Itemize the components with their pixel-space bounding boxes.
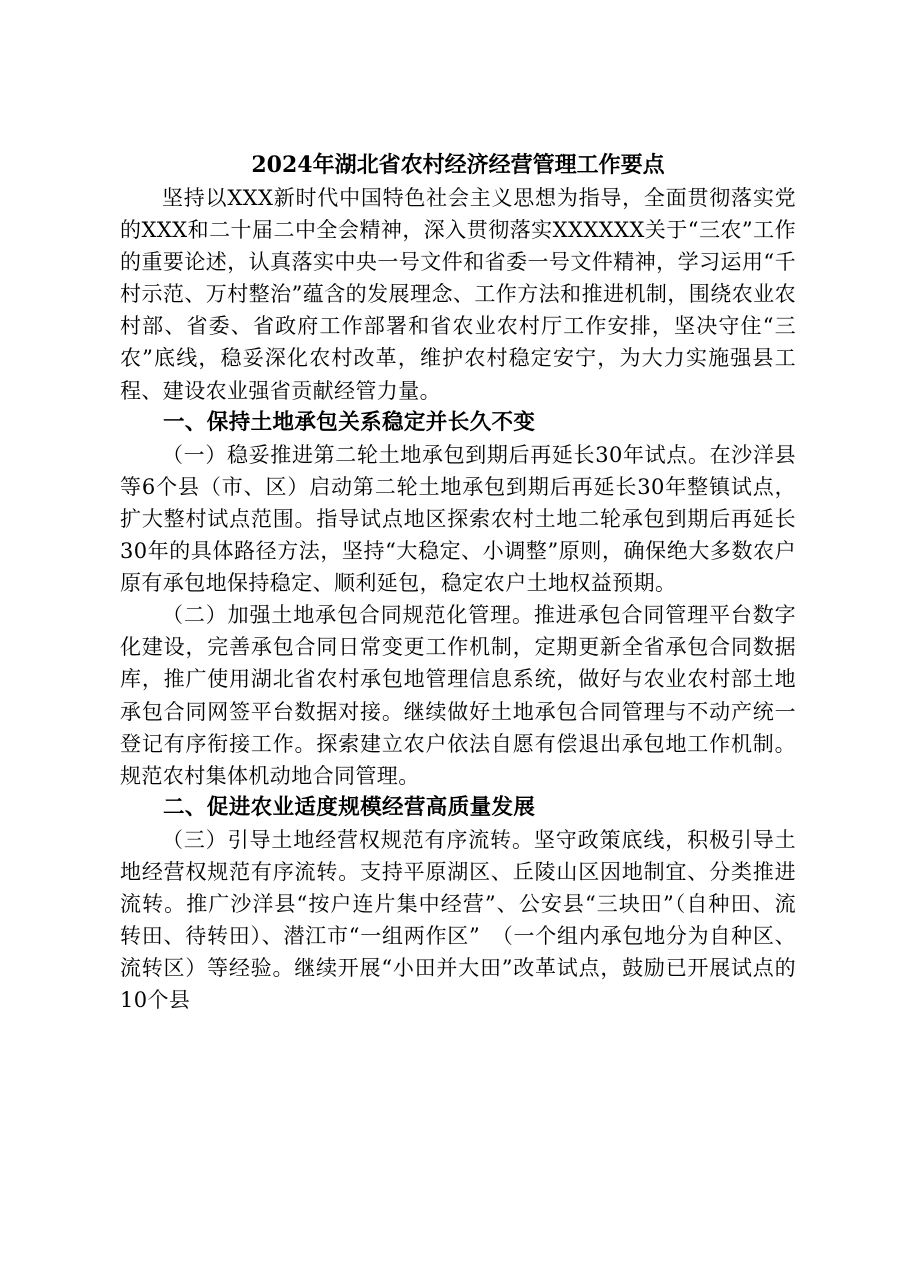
item-paragraph-2: （二）加强土地承包合同规范化管理。推进承包合同管理平台数字化建设，完善承包合同日常变更工作机制，定期更新全省承包合同数据库，推广使用湖北省农村承包地管理信息系统，做好与农业农村部土地承包合同网签平台数据对接。继续做好土地承包合同管理与不动产统一登记有序衔接工作。探索建立农户依法自愿有偿退出承包地工作机制。规范农村集体机动地合同管理。 xyxy=(120,603,796,788)
document-title: 2024年湖北省农村经济经营管理工作要点 xyxy=(251,152,665,178)
section-heading-1: 一、保持土地承包关系稳定并长久不变 xyxy=(163,409,536,435)
intro-paragraph: 坚持以XXX新时代中国特色社会主义思想为指导，全面贯彻落实党的XXX和二十届二中全会精神，深入贯彻落实XXXXXX关于“三农”工作的重要论述，认真落实中央一号文件和省委一号文件精神，学习运用“千村示范、万村整治”蕴含的发展理念、工作方法和推进机制，围绕农业农村部、省委、省政府工作部署和省农业农村厅工作安排，坚决守住“三农”底线，稳妥深化农村改革，维护农村稳定安宁，为大力实施强县工程、建设农业强省贡献经管力量。 xyxy=(120,186,796,403)
document-body xyxy=(120,148,796,1016)
item-paragraph-3: （三）引导土地经营权规范有序流转。坚守政策底线，积极引导土地经营权规范有序流转。支持平原湖区、丘陵山区因地制宜、分类推进流转。推广沙洋县“按户连片集中经营”、公安县“三块田”（自种田、流转田、待转田）、潜江市“一组两作区” （一个组内承包地分为自种区、流转区）等经验。继续开展“小田并大田”改革试点，鼓励已开展试点的10个县 xyxy=(120,827,796,1013)
section-heading-2: 二、促进农业适度规模经营高质量发展 xyxy=(163,794,536,820)
item-paragraph-1: （一）稳妥推进第二轮土地承包到期后再延长30年试点。在沙洋县等6个县（市、区）启动第二轮土地承包到期后再延长30年整镇试点，扩大整村试点范围。指导试点地区探索农村土地二轮承包到期后再延长30年的具体路径方法，坚持“大稳定、小调整”原则，确保绝大多数农户原有承包地保持稳定、顺利延包，稳定农户土地权益预期。 xyxy=(120,442,796,596)
